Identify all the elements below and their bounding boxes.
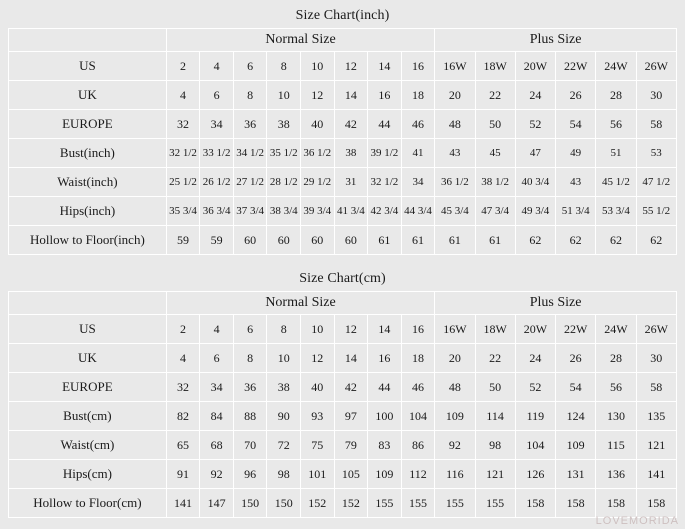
cell: 54 (556, 110, 596, 139)
cell: 8 (233, 344, 267, 373)
group-header-plus: Plus Size (435, 292, 677, 315)
cell: 14 (334, 81, 368, 110)
row-label-europe: EUROPE (9, 110, 167, 139)
row-label-us: US (9, 315, 167, 344)
cell: 35 1/2 (267, 139, 301, 168)
cell: 53 3/4 (596, 197, 636, 226)
cell: 155 (435, 489, 475, 518)
cell: 114 (475, 402, 515, 431)
row-label-waist: Waist(inch) (9, 168, 167, 197)
row-label-uk: UK (9, 344, 167, 373)
group-header-normal: Normal Size (166, 292, 435, 315)
cell: 38 3/4 (267, 197, 301, 226)
cell: 121 (636, 431, 676, 460)
cell: 62 (556, 226, 596, 255)
cell: 58 (636, 110, 676, 139)
cell: 91 (166, 460, 200, 489)
cell: 28 (596, 344, 636, 373)
cell: 72 (267, 431, 301, 460)
cell: 32 (166, 110, 200, 139)
group-header-row (9, 29, 677, 52)
cell: 62 (515, 226, 555, 255)
cell: 46 (401, 110, 435, 139)
cell: 86 (401, 431, 435, 460)
cell: 40 3/4 (515, 168, 555, 197)
table-row (9, 431, 677, 460)
cell: 96 (233, 460, 267, 489)
cell: 2 (166, 315, 200, 344)
cell: 8 (233, 81, 267, 110)
cell: 152 (301, 489, 335, 518)
cell: 54 (556, 373, 596, 402)
cell: 59 (200, 226, 234, 255)
cell: 42 3/4 (368, 197, 402, 226)
cell: 48 (435, 373, 475, 402)
cell: 30 (636, 81, 676, 110)
cell: 12 (301, 81, 335, 110)
cell: 34 (200, 110, 234, 139)
cell: 43 (435, 139, 475, 168)
cell: 38 (334, 139, 368, 168)
table-row (9, 373, 677, 402)
cell: 60 (301, 226, 335, 255)
cell: 55 1/2 (636, 197, 676, 226)
table-row (9, 226, 677, 255)
cell: 16W (435, 52, 475, 81)
cell: 155 (401, 489, 435, 518)
cell: 14 (334, 344, 368, 373)
cell: 150 (267, 489, 301, 518)
cell: 12 (334, 52, 368, 81)
cell: 130 (596, 402, 636, 431)
cell: 20 (435, 81, 475, 110)
cell: 158 (556, 489, 596, 518)
cell: 51 (596, 139, 636, 168)
cell: 6 (233, 52, 267, 81)
cell: 32 1/2 (166, 139, 200, 168)
cell: 104 (515, 431, 555, 460)
cell: 14 (368, 315, 402, 344)
cell: 75 (301, 431, 335, 460)
cell: 131 (556, 460, 596, 489)
table-row (9, 315, 677, 344)
cell: 6 (200, 81, 234, 110)
cell: 44 3/4 (401, 197, 435, 226)
cell: 4 (200, 315, 234, 344)
cell: 22 (475, 81, 515, 110)
cell: 56 (596, 373, 636, 402)
cell: 10 (267, 81, 301, 110)
cell: 59 (166, 226, 200, 255)
cell: 18 (401, 344, 435, 373)
table-row (9, 197, 677, 226)
cell: 36 (233, 373, 267, 402)
cell: 31 (334, 168, 368, 197)
cell: 36 (233, 110, 267, 139)
cell: 47 (515, 139, 555, 168)
cell: 25 1/2 (166, 168, 200, 197)
cell: 12 (301, 344, 335, 373)
chart-title-inch: Size Chart(inch) (295, 8, 390, 23)
row-label-bust: Bust(inch) (9, 139, 167, 168)
cell: 39 1/2 (368, 139, 402, 168)
cell: 121 (475, 460, 515, 489)
cell: 24 (515, 81, 555, 110)
cell: 44 (368, 373, 402, 402)
cell: 104 (401, 402, 435, 431)
cell: 22 (475, 344, 515, 373)
row-label-waist: Waist(cm) (9, 431, 167, 460)
cell: 18W (475, 315, 515, 344)
cell: 150 (233, 489, 267, 518)
cell: 29 1/2 (301, 168, 335, 197)
cell: 38 1/2 (475, 168, 515, 197)
cell: 58 (636, 373, 676, 402)
size-chart-cm-table (8, 291, 677, 518)
size-chart-cm-block (8, 265, 677, 518)
cell: 26W (636, 52, 676, 81)
cell: 34 (401, 168, 435, 197)
cell: 47 1/2 (636, 168, 676, 197)
cell: 82 (166, 402, 200, 431)
cell: 49 (556, 139, 596, 168)
cell: 43 (556, 168, 596, 197)
cell: 126 (515, 460, 555, 489)
cell: 26 (556, 344, 596, 373)
cell: 10 (301, 315, 335, 344)
cell: 33 1/2 (200, 139, 234, 168)
cell: 92 (435, 431, 475, 460)
table-row (9, 110, 677, 139)
cell: 46 (401, 373, 435, 402)
row-label-hollow-to-floor: Hollow to Floor(inch) (9, 226, 167, 255)
cell: 30 (636, 344, 676, 373)
cell: 38 (267, 373, 301, 402)
cell: 34 1/2 (233, 139, 267, 168)
row-label-europe: EUROPE (9, 373, 167, 402)
cell: 158 (636, 489, 676, 518)
cell: 36 1/2 (301, 139, 335, 168)
cell: 45 (475, 139, 515, 168)
table-row (9, 402, 677, 431)
row-label-us: US (9, 52, 167, 81)
row-label-hips: Hips(inch) (9, 197, 167, 226)
cell: 32 (166, 373, 200, 402)
cell: 20W (515, 52, 555, 81)
cell: 50 (475, 373, 515, 402)
cell: 24W (596, 315, 636, 344)
cell: 40 (301, 373, 335, 402)
cell: 47 3/4 (475, 197, 515, 226)
cell: 92 (200, 460, 234, 489)
cell: 12 (334, 315, 368, 344)
cell: 4 (166, 81, 200, 110)
cell: 24 (515, 344, 555, 373)
cell: 84 (200, 402, 234, 431)
cell: 34 (200, 373, 234, 402)
cell: 56 (596, 110, 636, 139)
cell: 61 (435, 226, 475, 255)
cell: 155 (368, 489, 402, 518)
size-chart-inch-table (8, 28, 677, 255)
cell: 26 (556, 81, 596, 110)
cell: 101 (301, 460, 335, 489)
size-chart-inch-block (8, 0, 677, 255)
cell: 16W (435, 315, 475, 344)
cell: 49 3/4 (515, 197, 555, 226)
cell: 28 (596, 81, 636, 110)
group-header-row (9, 292, 677, 315)
cell: 28 1/2 (267, 168, 301, 197)
cell: 44 (368, 110, 402, 139)
chart-divider (0, 255, 685, 265)
cell: 51 3/4 (556, 197, 596, 226)
cell: 8 (267, 315, 301, 344)
cell: 93 (301, 402, 335, 431)
cell: 50 (475, 110, 515, 139)
cell: 18 (401, 81, 435, 110)
cell: 135 (636, 402, 676, 431)
cell: 79 (334, 431, 368, 460)
cell: 60 (233, 226, 267, 255)
row-label-hips: Hips(cm) (9, 460, 167, 489)
table-row (9, 52, 677, 81)
cell: 40 (301, 110, 335, 139)
cell: 27 1/2 (233, 168, 267, 197)
cell: 36 3/4 (200, 197, 234, 226)
cell: 109 (435, 402, 475, 431)
cell: 16 (401, 52, 435, 81)
cell: 52 (515, 110, 555, 139)
cell: 16 (401, 315, 435, 344)
cell: 45 1/2 (596, 168, 636, 197)
row-label-bust: Bust(cm) (9, 402, 167, 431)
group-header-empty (9, 29, 167, 52)
row-label-hollow-to-floor: Hollow to Floor(cm) (9, 489, 167, 518)
cell: 98 (475, 431, 515, 460)
cell: 8 (267, 52, 301, 81)
cell: 16 (368, 81, 402, 110)
cell: 20W (515, 315, 555, 344)
cell: 22W (556, 52, 596, 81)
table-row (9, 168, 677, 197)
cell: 141 (166, 489, 200, 518)
cell: 35 3/4 (166, 197, 200, 226)
cell: 124 (556, 402, 596, 431)
cell: 83 (368, 431, 402, 460)
cell: 37 3/4 (233, 197, 267, 226)
watermark-text: LOVEMORIDA (595, 515, 679, 527)
cell: 10 (267, 344, 301, 373)
cell: 39 3/4 (301, 197, 335, 226)
cell: 6 (233, 315, 267, 344)
cell: 41 3/4 (334, 197, 368, 226)
cell: 62 (596, 226, 636, 255)
cell: 20 (435, 344, 475, 373)
cell: 48 (435, 110, 475, 139)
cell: 109 (368, 460, 402, 489)
cell: 90 (267, 402, 301, 431)
cell: 97 (334, 402, 368, 431)
cell: 158 (515, 489, 555, 518)
group-header-empty (9, 292, 167, 315)
table-row (9, 460, 677, 489)
cell: 61 (401, 226, 435, 255)
cell: 26W (636, 315, 676, 344)
cell: 109 (556, 431, 596, 460)
cell: 105 (334, 460, 368, 489)
cell: 62 (636, 226, 676, 255)
cell: 41 (401, 139, 435, 168)
cell: 100 (368, 402, 402, 431)
cell: 60 (334, 226, 368, 255)
cell: 88 (233, 402, 267, 431)
cell: 158 (596, 489, 636, 518)
cell: 70 (233, 431, 267, 460)
row-label-uk: UK (9, 81, 167, 110)
cell: 4 (200, 52, 234, 81)
cell: 36 1/2 (435, 168, 475, 197)
group-header-normal: Normal Size (166, 29, 435, 52)
cell: 14 (368, 52, 402, 81)
cell: 141 (636, 460, 676, 489)
cell: 112 (401, 460, 435, 489)
cell: 115 (596, 431, 636, 460)
cell: 61 (368, 226, 402, 255)
cell: 26 1/2 (200, 168, 234, 197)
cell: 38 (267, 110, 301, 139)
table-row (9, 344, 677, 373)
cell: 42 (334, 110, 368, 139)
cell: 60 (267, 226, 301, 255)
cell: 155 (475, 489, 515, 518)
cell: 65 (166, 431, 200, 460)
table-row (9, 139, 677, 168)
cell: 152 (334, 489, 368, 518)
cell: 45 3/4 (435, 197, 475, 226)
cell: 147 (200, 489, 234, 518)
cell: 53 (636, 139, 676, 168)
cell: 98 (267, 460, 301, 489)
table-row (9, 81, 677, 110)
cell: 6 (200, 344, 234, 373)
cell: 24W (596, 52, 636, 81)
cell: 16 (368, 344, 402, 373)
table-row (9, 489, 677, 518)
cell: 2 (166, 52, 200, 81)
chart-title-cm: Size Chart(cm) (299, 271, 386, 286)
cell: 116 (435, 460, 475, 489)
group-header-plus: Plus Size (435, 29, 677, 52)
cell: 136 (596, 460, 636, 489)
cell: 119 (515, 402, 555, 431)
cell: 68 (200, 431, 234, 460)
cell: 52 (515, 373, 555, 402)
cell: 32 1/2 (368, 168, 402, 197)
cell: 18W (475, 52, 515, 81)
cell: 4 (166, 344, 200, 373)
cell: 61 (475, 226, 515, 255)
cell: 42 (334, 373, 368, 402)
cell: 10 (301, 52, 335, 81)
cell: 22W (556, 315, 596, 344)
